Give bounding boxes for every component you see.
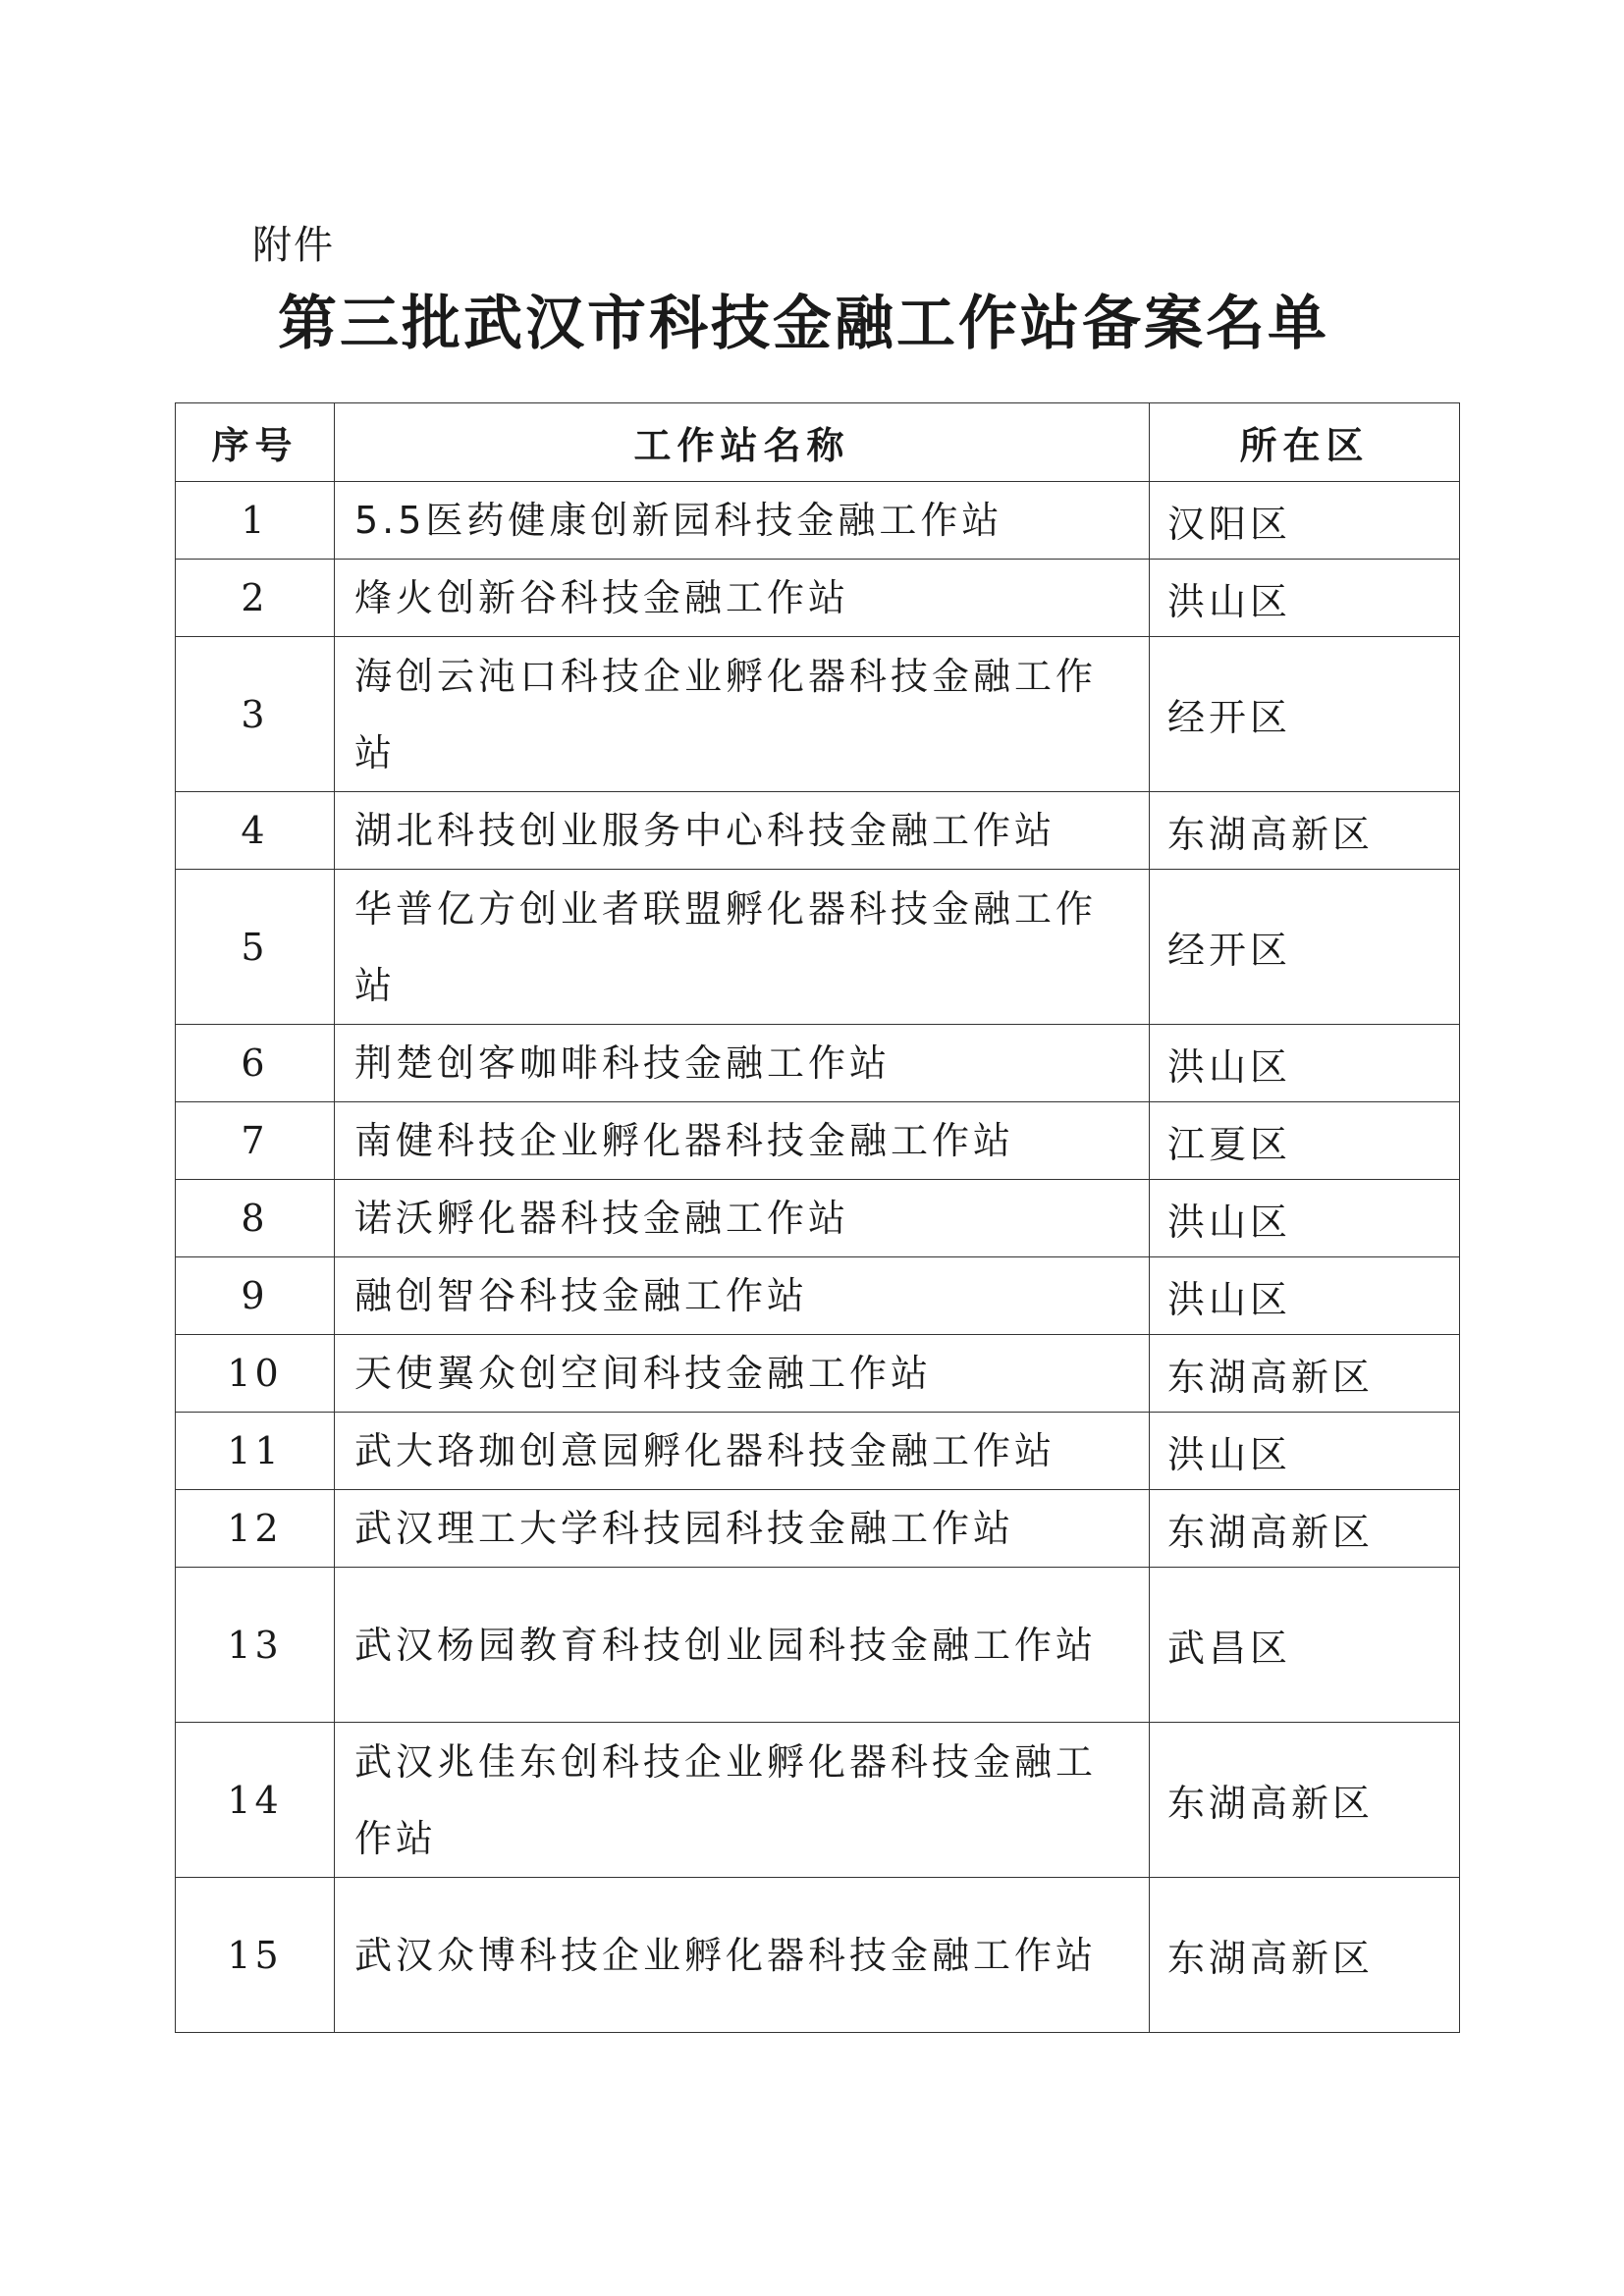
row-no: 15 xyxy=(176,1878,335,2033)
row-district: 经开区 xyxy=(1150,870,1460,1025)
row-no: 11 xyxy=(176,1413,335,1490)
row-name: 海创云沌口科技企业孵化器科技金融工作站 xyxy=(335,637,1150,792)
table-row xyxy=(176,637,1460,792)
row-district: 洪山区 xyxy=(1150,560,1460,637)
table-row xyxy=(176,1878,1460,2033)
document-title: 第三批武汉市科技金融工作站备案名单 xyxy=(278,290,1329,358)
table-row xyxy=(176,1413,1460,1490)
row-district: 洪山区 xyxy=(1150,1257,1460,1335)
header-no: 序号 xyxy=(176,403,335,482)
row-name: 武汉理工大学科技园科技金融工作站 xyxy=(335,1490,1150,1568)
row-name: 武汉兆佳东创科技企业孵化器科技金融工作站 xyxy=(335,1723,1150,1878)
row-district: 汉阳区 xyxy=(1150,482,1460,560)
row-name: 荆楚创客咖啡科技金融工作站 xyxy=(335,1025,1150,1102)
workstation-table xyxy=(175,402,1460,2033)
row-name: 南健科技企业孵化器科技金融工作站 xyxy=(335,1102,1150,1180)
row-no: 14 xyxy=(176,1723,335,1878)
row-district: 江夏区 xyxy=(1150,1102,1460,1180)
attachment-label: 附件 xyxy=(252,223,335,268)
row-no: 12 xyxy=(176,1490,335,1568)
row-no: 5 xyxy=(176,870,335,1025)
row-name: 融创智谷科技金融工作站 xyxy=(335,1257,1150,1335)
table-row xyxy=(176,1335,1460,1413)
header-name: 工作站名称 xyxy=(335,403,1150,482)
row-name: 天使翼众创空间科技金融工作站 xyxy=(335,1335,1150,1413)
row-district: 东湖高新区 xyxy=(1150,1490,1460,1568)
row-no: 4 xyxy=(176,792,335,870)
row-no: 13 xyxy=(176,1568,335,1723)
row-name: 武大珞珈创意园孵化器科技金融工作站 xyxy=(335,1413,1150,1490)
table-row xyxy=(176,1723,1460,1878)
row-district: 武昌区 xyxy=(1150,1568,1460,1723)
table-row xyxy=(176,792,1460,870)
table-row xyxy=(176,1257,1460,1335)
table-row xyxy=(176,1568,1460,1723)
row-no: 9 xyxy=(176,1257,335,1335)
row-no: 6 xyxy=(176,1025,335,1102)
header-district: 所在区 xyxy=(1150,403,1460,482)
row-district: 洪山区 xyxy=(1150,1413,1460,1490)
row-name: 诺沃孵化器科技金融工作站 xyxy=(335,1180,1150,1257)
row-no: 1 xyxy=(176,482,335,560)
table-row xyxy=(176,1180,1460,1257)
table-row xyxy=(176,1490,1460,1568)
row-district: 东湖高新区 xyxy=(1150,792,1460,870)
row-no: 7 xyxy=(176,1102,335,1180)
row-no: 10 xyxy=(176,1335,335,1413)
table-row xyxy=(176,1102,1460,1180)
row-name: 武汉杨园教育科技创业园科技金融工作站 xyxy=(335,1568,1150,1723)
row-no: 3 xyxy=(176,637,335,792)
row-district: 东湖高新区 xyxy=(1150,1878,1460,2033)
row-name: 武汉众博科技企业孵化器科技金融工作站 xyxy=(335,1878,1150,2033)
row-district: 洪山区 xyxy=(1150,1025,1460,1102)
table-row xyxy=(176,870,1460,1025)
row-district: 经开区 xyxy=(1150,637,1460,792)
row-no: 2 xyxy=(176,560,335,637)
table-row xyxy=(176,560,1460,637)
row-name: 湖北科技创业服务中心科技金融工作站 xyxy=(335,792,1150,870)
table-row xyxy=(176,1025,1460,1102)
table-header-row xyxy=(176,403,1460,482)
table-row xyxy=(176,482,1460,560)
row-district: 东湖高新区 xyxy=(1150,1723,1460,1878)
row-no: 8 xyxy=(176,1180,335,1257)
row-district: 东湖高新区 xyxy=(1150,1335,1460,1413)
row-name: 华普亿方创业者联盟孵化器科技金融工作站 xyxy=(335,870,1150,1025)
row-name: 烽火创新谷科技金融工作站 xyxy=(335,560,1150,637)
row-name: 5.5医药健康创新园科技金融工作站 xyxy=(335,482,1150,560)
row-district: 洪山区 xyxy=(1150,1180,1460,1257)
